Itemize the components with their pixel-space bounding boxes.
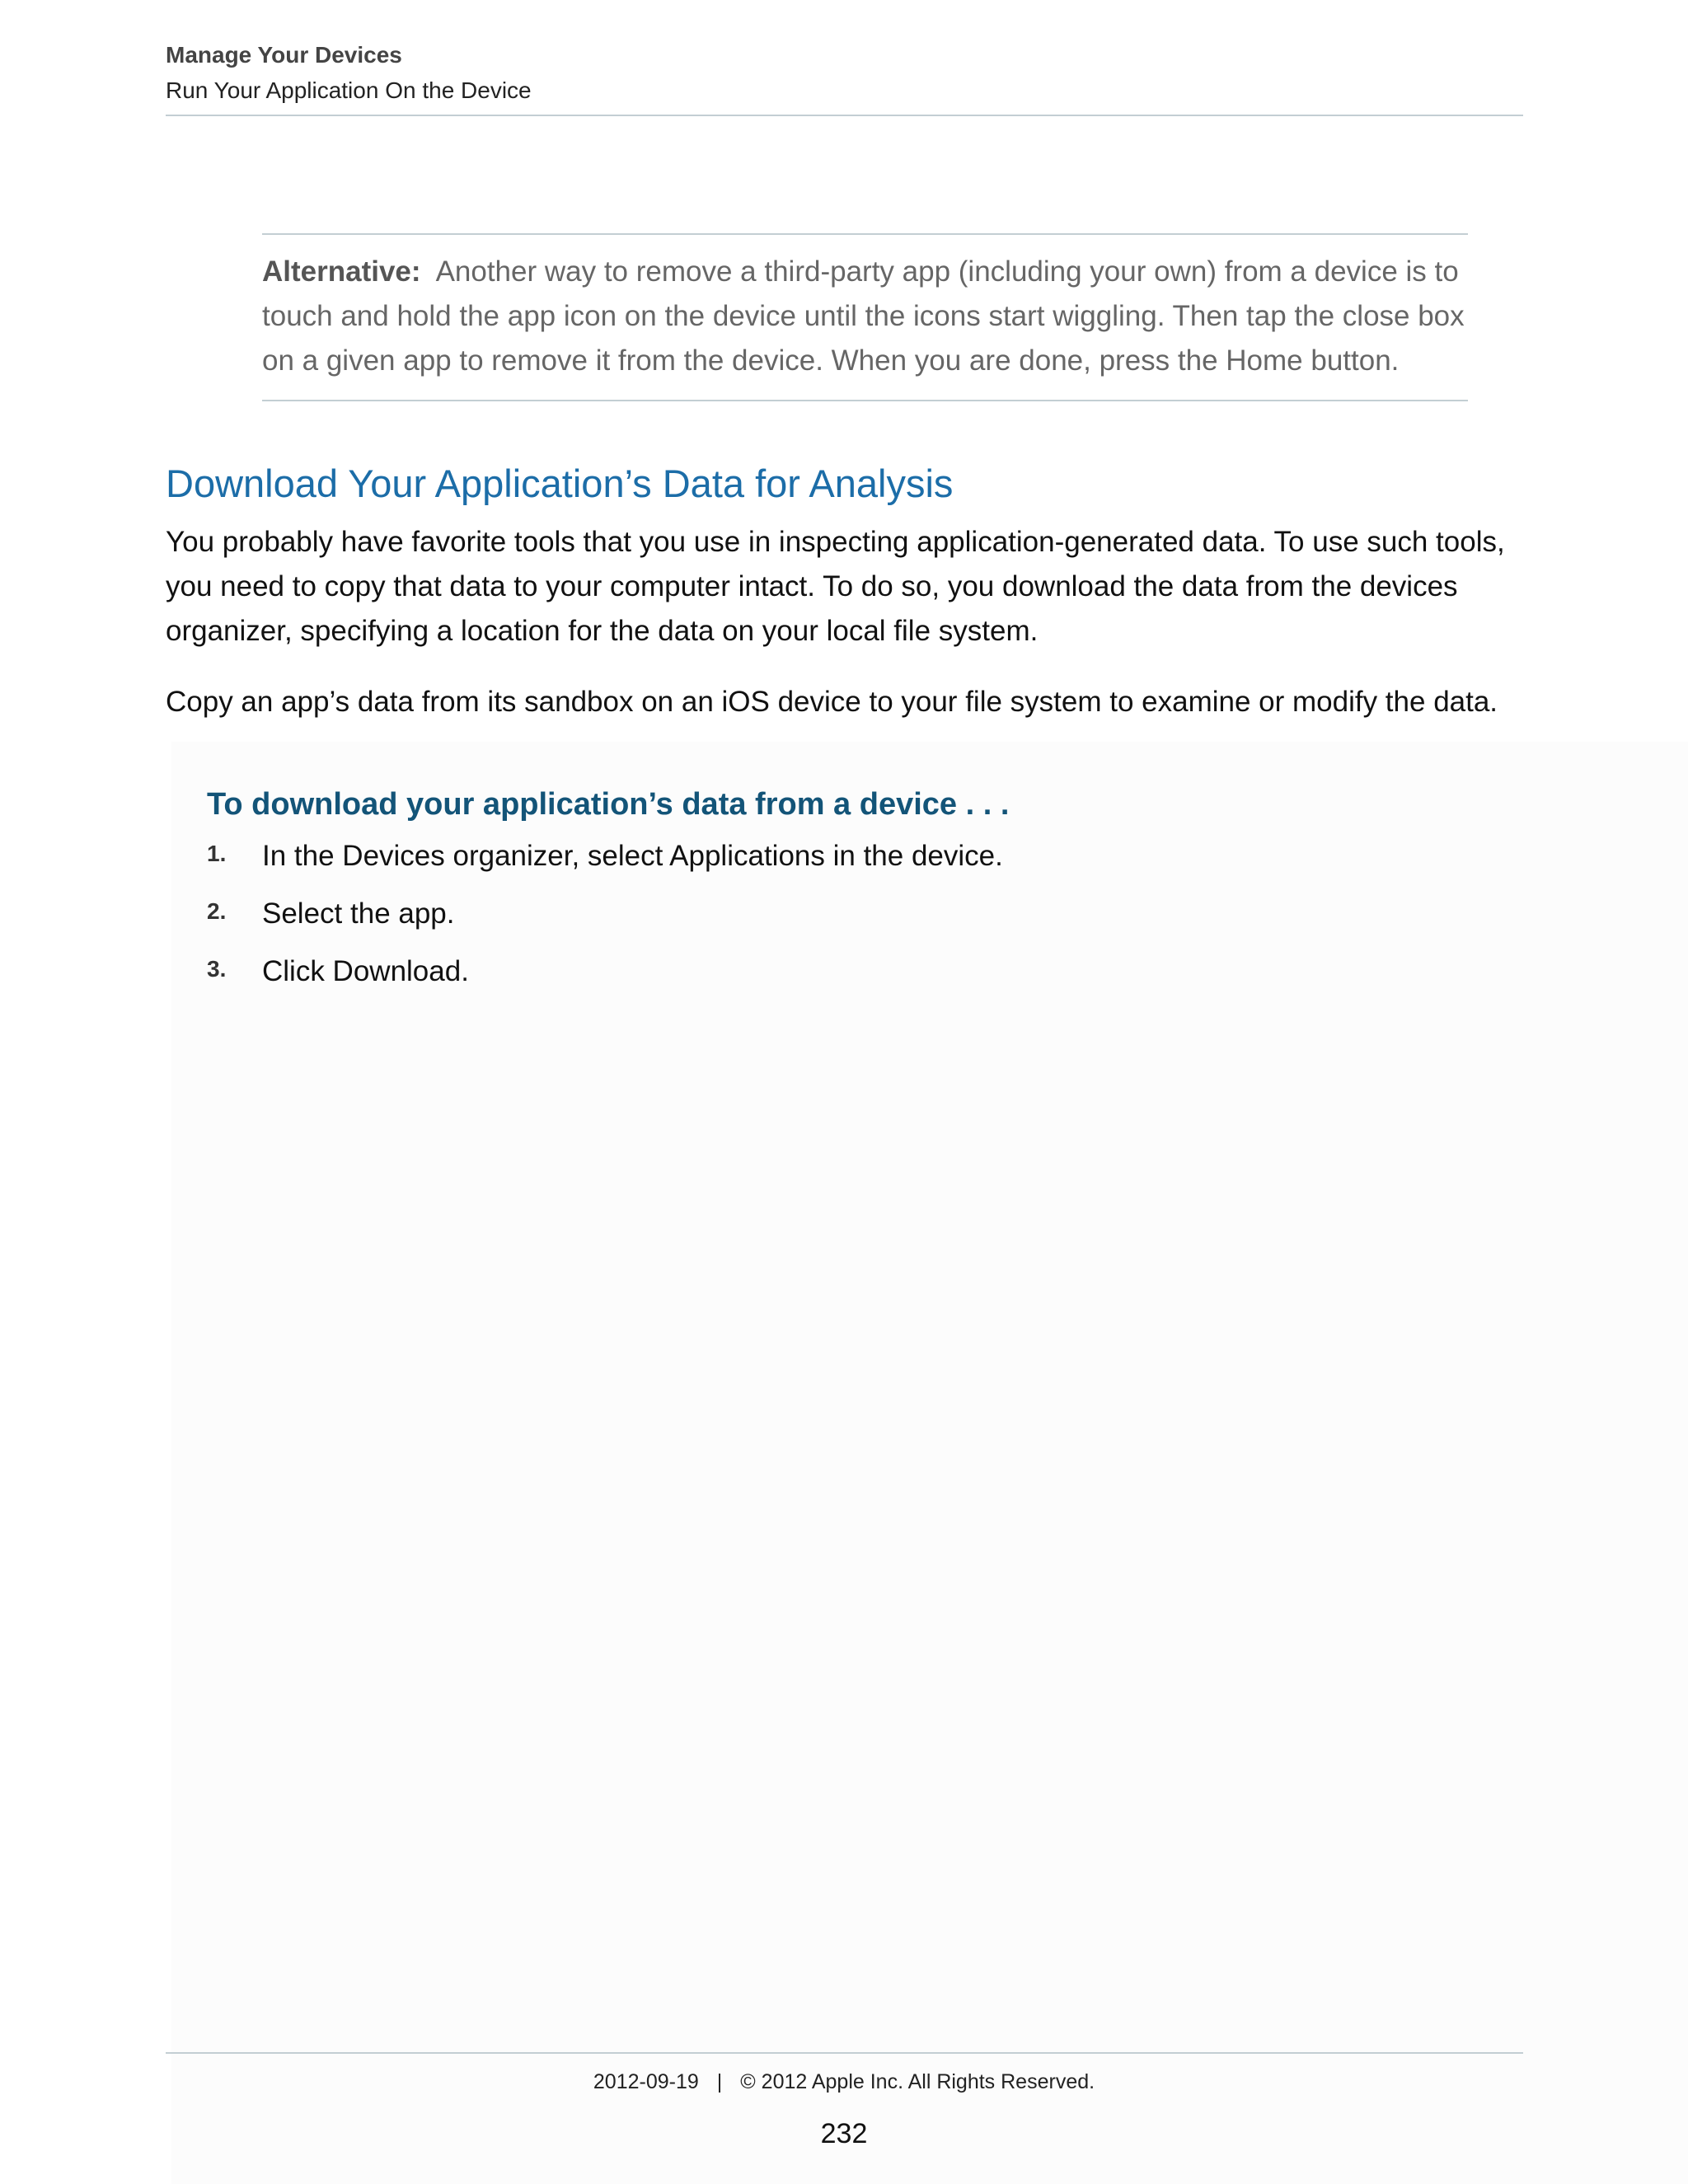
step-number: 3. [207, 956, 227, 982]
step-text: In the Devices organizer, select Applications in the device. [262, 840, 1003, 872]
page-footer [0, 2067, 1688, 2097]
task-title: To download your application’s data from a device . . . [207, 787, 1010, 822]
header-section-title: Run Your Application On the Device [166, 77, 532, 103]
header-divider [166, 115, 1523, 116]
step-text: Click Download. [262, 955, 469, 987]
footer-date: 2012-09-19 [593, 2070, 699, 2093]
step-number: 2. [207, 898, 227, 924]
page-number: 232 [820, 2118, 868, 2149]
footer-copyright: © 2012 Apple Inc. All Rights Reserved. [740, 2070, 1095, 2093]
header-chapter-title: Manage Your Devices [166, 42, 402, 68]
note-paragraph [262, 250, 1468, 383]
footer-divider [166, 2052, 1523, 2054]
note-text: Another way to remove a third-party app (including your own) from a device is to touch and hold the app icon on the device until the icons start wiggling. Then tap the close box on a given app to remove it from the device. When you are done, press the Home button. [262, 255, 1465, 377]
note-label: Alternative: [262, 255, 421, 288]
step-number: 1. [207, 841, 227, 866]
step-text: Select the app. [262, 898, 455, 930]
section-body [166, 520, 1534, 724]
running-header [166, 40, 1523, 106]
section-title: Download Your Application’s Data for Analysis [166, 462, 954, 505]
body-paragraph-1: You probably have favorite tools that you use in inspecting application-generated data. To use such tools, you need to copy that data to your computer intact. To do so, you download the data from the devices organizer, specifying a location for the data on your local file system. [166, 526, 1505, 647]
alternative-note [262, 233, 1468, 401]
footer-separator: | [716, 2070, 723, 2093]
body-paragraph-2: Copy an app’s data from its sandbox on an iOS device to your file system to examine or modify the data. [166, 686, 1498, 718]
